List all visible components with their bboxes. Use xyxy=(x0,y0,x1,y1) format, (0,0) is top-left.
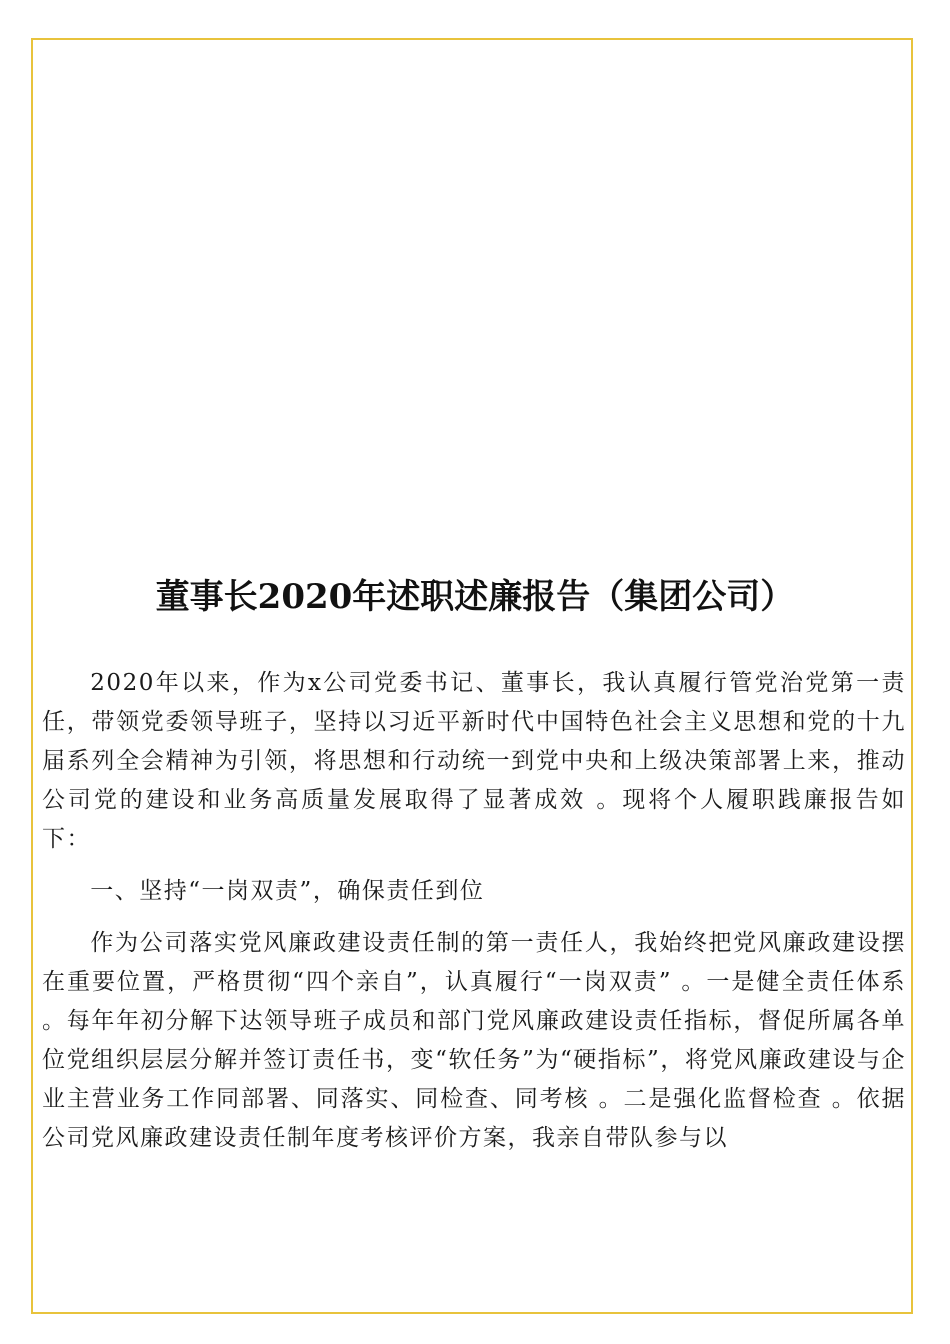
section-1-paragraph: 作为公司落实党风廉政建设责任制的第一责任人，我始终把党风廉政建设摆在重要位置，严格贯彻“四个亲自”，认真履行“一岗双责” 。一是健全责任体系 。每年年初分解下达领导班子成员和部门党风廉政建设责任指标，督促所属各单位党组织层层分解并签订责任书，变“软任务”为“硬指标”，将党风廉政建设与企业主营业务工作同部署、同落实、同检查、同考核 。二是强化监督检查 。依据公司党风廉政建设责任制年度考核评价方案，我亲自带队参与以 xyxy=(42,930,906,1151)
section-heading-1: 一、坚持“一岗双责”，确保责任到位 xyxy=(90,878,485,904)
document-body xyxy=(42,664,906,1158)
intro-paragraph: 2020年以来，作为x公司党委书记、董事长，我认真履行管党治党第一责任，带领党委领导班子，坚持以习近平新时代中国特色社会主义思想和党的十九届系列全会精神为引领，将思想和行动统一到党中央和上级决策部署上来，推动公司党的建设和业务高质量发展取得了显著成效 。现将个人履职践廉报告如下： xyxy=(42,670,906,852)
document-title: 董事长2020年述职述廉报告（集团公司） xyxy=(155,577,795,617)
